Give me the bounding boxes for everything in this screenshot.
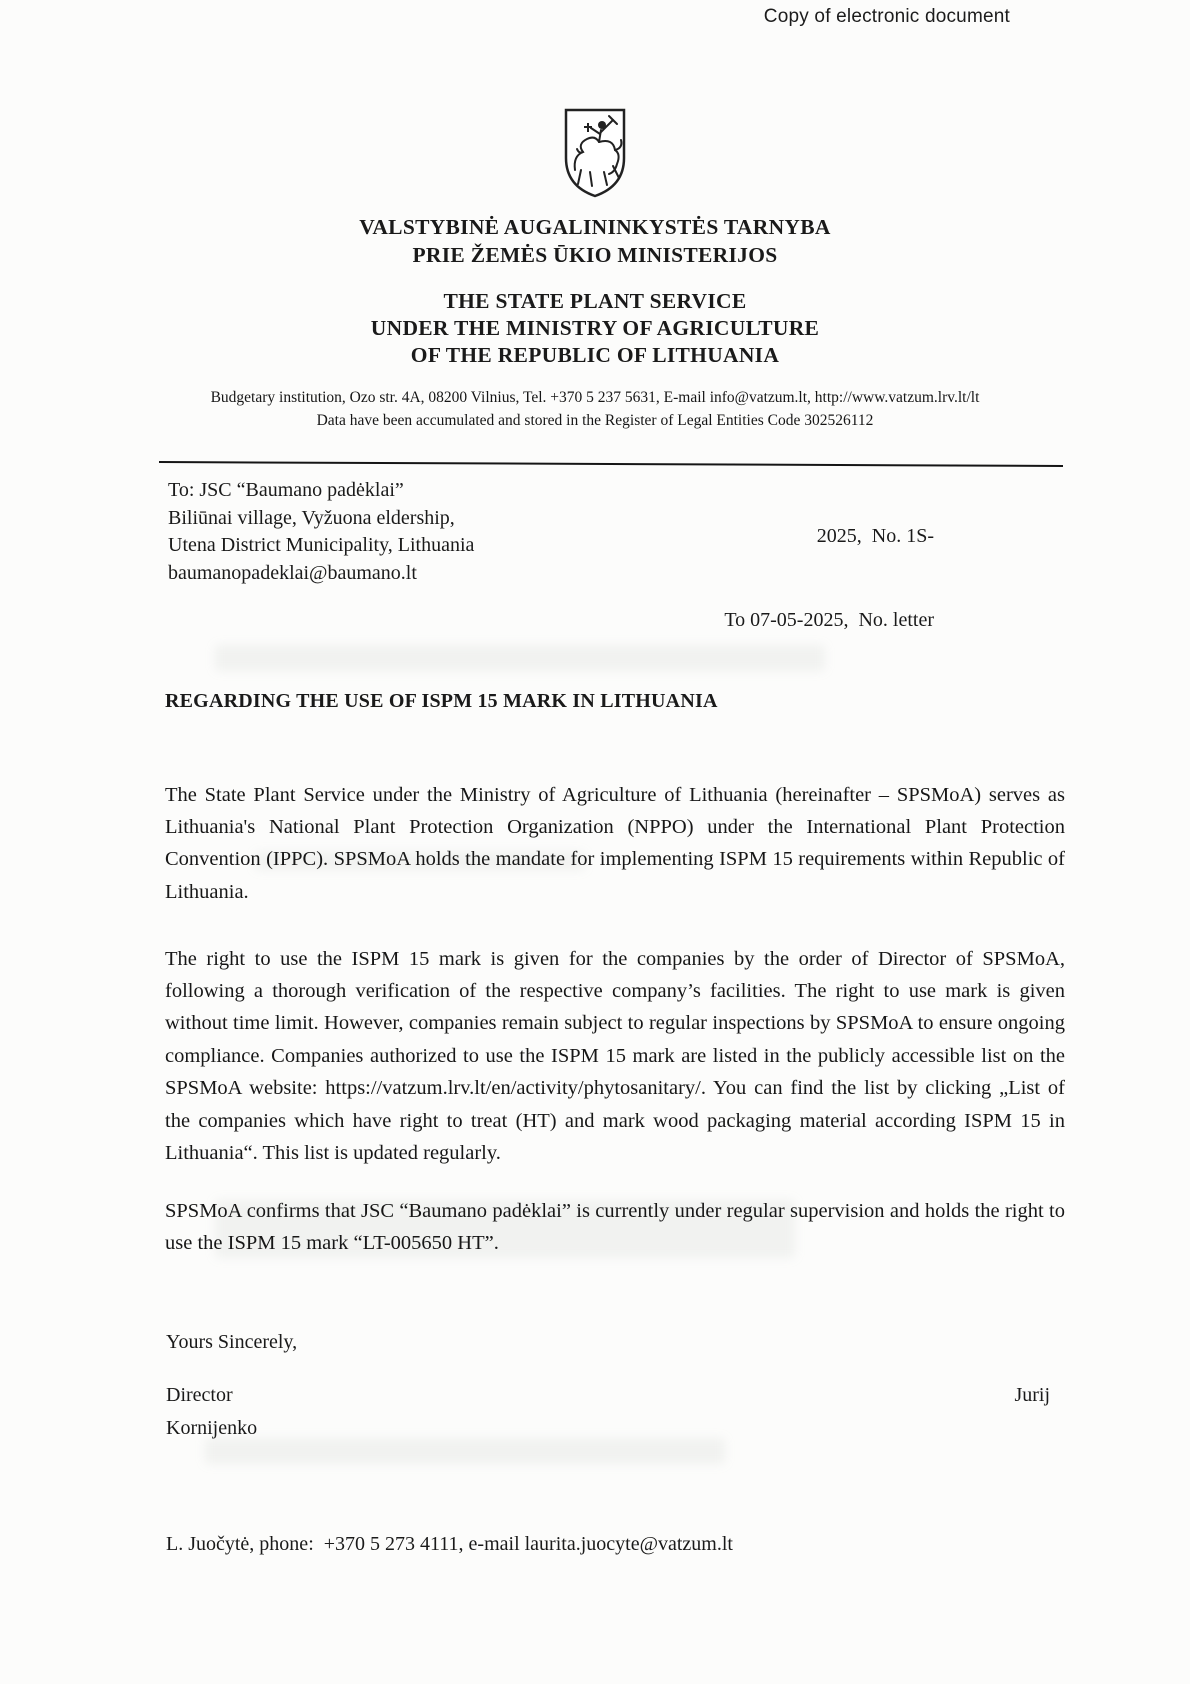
recipient-email: baumanopadeklai@baumano.lt xyxy=(168,561,417,584)
org-name-lt-line2: PRIE ŽEMĖS ŪKIO MINISTERIJOS xyxy=(412,243,778,267)
recipient-address-line2: Utena District Municipality, Lithuania xyxy=(168,534,475,556)
reference-number-line: 2025, No. 1S- xyxy=(816,525,934,547)
closing-salutation: Yours Sincerely, xyxy=(166,1331,298,1353)
corner-note: Copy of electronic document xyxy=(763,6,1010,27)
reference-block xyxy=(724,466,934,690)
org-name-en-line3: OF THE REPUBLIC OF LITHUANIA xyxy=(410,343,780,367)
letterhead-register-line: Data have been accumulated and stored in the Register of Legal Entities Code 302526112 xyxy=(316,412,874,429)
footer-contact-line: L. Juočytė, phone: +370 5 273 4111, e-mail laurita.juocyte@vatzum.lt xyxy=(166,1533,733,1555)
org-name-en-line2: UNDER THE MINISTRY OF AGRICULTURE xyxy=(370,316,820,340)
signer-title: Director xyxy=(166,1384,233,1406)
body-paragraph-2: The right to use the ISPM 15 mark is given for the companies by the order of Director of SPSMoA, following a thorough verification of the respective company’s facilities. The right to use mark is given without time limit. However, companies remain subject to regular inspections by SPSMoA to ensure ongoing compliance. Companies authorized to use the ISPM 15 mark are listed in the publicly accessible list on the SPSMoA website: https://vatzum.lrv.lt/en/activity/phytosanitary/. You can find the list by clicking „List of the companies which have right to treat (HT) and mark wood packaging material according ISPM 15 in Lithuania“. This list is updated regularly. xyxy=(165,947,1065,1164)
signer-surname: Kornijenko xyxy=(166,1417,258,1439)
letterhead xyxy=(0,108,1190,432)
letterhead-address-line: Budgetary institution, Ozo str. 4A, 08200 Vilnius, Tel. +370 5 237 5631, E-mail info@vatzum.lt, http://www.vatzum.lrv.lt/lt xyxy=(210,389,980,406)
recipient-name: To: JSC “Baumano padėklai” xyxy=(168,479,404,501)
signer-row xyxy=(166,1384,1050,1407)
reference-date-line: To 07-05-2025, No. letter xyxy=(724,609,934,631)
recipient-address-line1: Biliūnai village, Vyžuona eldership, xyxy=(168,506,455,529)
recipient-block xyxy=(168,477,474,587)
signer-first-name: Jurij xyxy=(1014,1384,1050,1406)
lithuania-coat-of-arms-icon xyxy=(563,108,627,203)
subject-line: REGARDING THE USE OF ISPM 15 MARK IN LITHUANIA xyxy=(165,690,718,712)
body-paragraph-1: The State Plant Service under the Ministry of Agriculture of Lithuania (hereinafter – SPSMoA) serves as Lithuania's National Plant Protection Organization (NPPO) under the International Plant Protection Convention (IPPC). SPSMoA holds the mandate for implementing ISPM 15 requirements within Republic of Lithuania. xyxy=(165,783,1065,903)
scan-artifact xyxy=(205,1438,725,1464)
org-name-en-line1: THE STATE PLANT SERVICE xyxy=(443,289,747,313)
body-paragraph-3: SPSMoA confirms that JSC “Baumano padėklai” is currently under regular supervision and holds the right to use the ISPM 15 mark “LT-005650 HT”. xyxy=(165,1199,1065,1254)
org-name-lt-line1: VALSTYBINĖ AUGALININKYSTĖS TARNYBA xyxy=(359,215,831,239)
